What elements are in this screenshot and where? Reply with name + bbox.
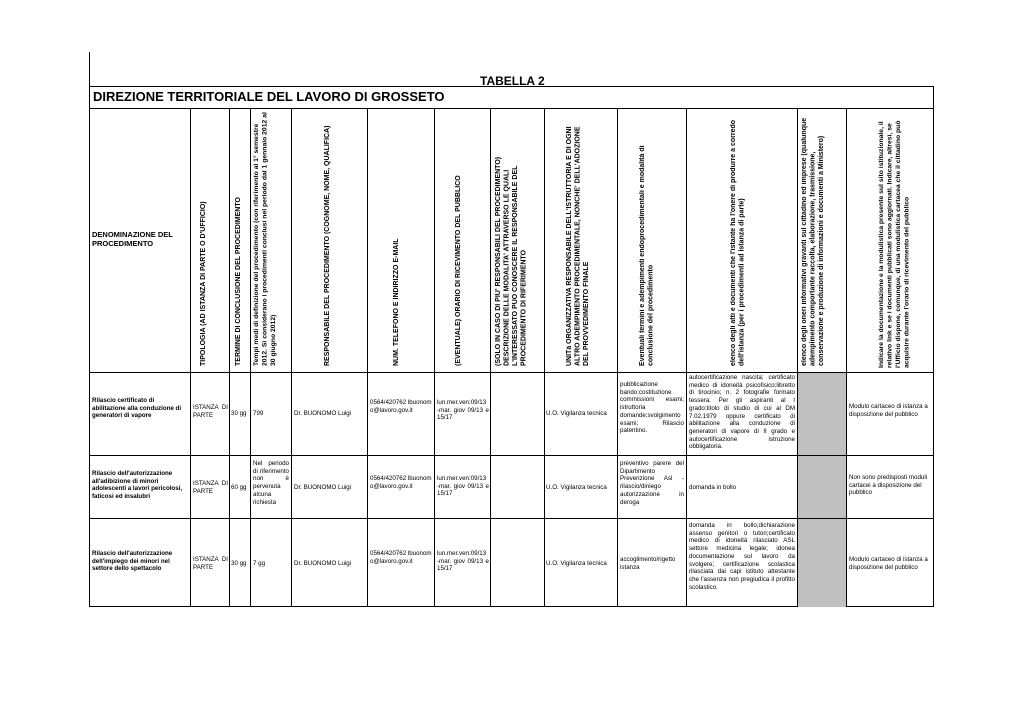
row1-termine: 30 gg bbox=[231, 410, 247, 417]
row3-atti: domanda in bollo;dichiarazione assenso genitori o tutori;certificato medico di idoneità rilasciato ASL settore medicina legale; idonea documentazione sul lavoro da svolgere; certificazione scolastica rilasciata dai capi istituto attestante che l'assenza non pregiudica il profitto scolastico. bbox=[689, 522, 795, 591]
row2-tempi: Nel periodo di riferimento non è pervenuta alcuna richiesta bbox=[253, 460, 289, 506]
header-termine: TERMINE DI CONCLUSIONE DEL PROCEDIMENTO bbox=[235, 197, 242, 366]
row2-orario: lun.mer.ven:09/13 -mar. giov 09/13 e 15/17 bbox=[437, 475, 489, 498]
column-divider bbox=[544, 108, 545, 607]
row1-responsabile: Dr. BUONOMO Luigi bbox=[294, 410, 352, 417]
column-divider bbox=[686, 108, 687, 607]
row2-tipologia: ISTANZA DI PARTE bbox=[193, 480, 228, 495]
page-title: DIREZIONE TERRITORIALE DEL LAVORO DI GROSSETO bbox=[93, 89, 445, 104]
shaded-cell bbox=[798, 373, 846, 607]
row2-eventuali: preventivo parere del Dipartimento Prevenzione Asl - rilascio/diniego autorizzazione in deroga bbox=[620, 460, 684, 506]
header-elenco-atti: elenco degli atti e documenti che l'istante ha l'onere di produrre a corredo dell'istanza (per i procedimenti ad istanza di parte) bbox=[730, 119, 746, 366]
column-divider bbox=[229, 108, 230, 607]
row1-tempi: 799 bbox=[253, 410, 264, 417]
header-responsabile: RESPONSABILE DEL PROCEDIMENTO (COGNOME, NOME, QUALIFICA) bbox=[324, 125, 331, 366]
row2-responsabile: Dr. BUONOMO Luigi bbox=[294, 484, 352, 491]
column-divider bbox=[434, 108, 435, 607]
row1-orario: lun.mer.ven:09/13 -mar. giov 09/13 e 15/17 bbox=[437, 399, 489, 422]
row-divider bbox=[797, 518, 847, 519]
row1-telefono: 0564/420762 lbuonomo@lavoro.gov.it bbox=[370, 399, 432, 414]
row-divider bbox=[797, 455, 847, 456]
row3-termine: 30 gg bbox=[231, 560, 247, 567]
row1-tipologia: ISTANZA DI PARTE bbox=[193, 404, 228, 419]
row3-telefono: 0564/420762 lbuonomo@lavoro.gov.it bbox=[370, 550, 432, 565]
column-divider bbox=[291, 108, 292, 607]
column-divider bbox=[490, 108, 491, 607]
header-denominazione: DENOMINAZIONE DEL PROCEDIMENTO bbox=[92, 230, 173, 248]
header-tempi-medi: Tempi medi di definizione del procedimento (con riferimento al 1° semestre 2012. Si considerano i procedimenti conclusi nel periodo dal 1 gennaio 2012 al 30 giugno 2012) bbox=[253, 112, 277, 366]
column-divider bbox=[367, 108, 368, 607]
column-divider bbox=[846, 372, 847, 607]
column-divider bbox=[250, 108, 251, 607]
row3-indicare: Modulo cartaceo di istanza a disposizione del pubblico bbox=[849, 556, 928, 571]
row3-unita: U.O. Vigilanza tecnica bbox=[546, 560, 607, 567]
header-telefono: NUM. TELEFONO E INDIRIZZO E-MAIL bbox=[393, 238, 400, 366]
row3-tempi: 7 gg bbox=[253, 560, 266, 567]
column-divider bbox=[190, 108, 191, 607]
column-divider bbox=[617, 108, 618, 607]
row2-telefono: 0564/420762 lbuonomo@lavoro.gov.it bbox=[370, 475, 432, 490]
header-solo-in-caso: (SOLO IN CASO DI PIU' RESPONSABILI DEL PROCEDIMENTO) DESCRIZIONE DELLE MODALITA' ATTRAVERSO LE QUALI L'INTERESSATO PUO CONOSCERE IL RESPONSABILE DEL PROCEDIMENTO DI RIFERIMENTO bbox=[495, 156, 528, 366]
header-orario: (EVENTUALE) ORARIO DI RICEVIMENTO DEL PUBBLICO bbox=[455, 175, 462, 366]
row2-unita: U.O. Vigilanza tecnica bbox=[546, 484, 607, 491]
title-divider bbox=[89, 108, 934, 109]
row1-indicare: Modulo cartaceo di istanza a disposizione del pubblico bbox=[849, 403, 928, 418]
table-label: TABELLA 2 bbox=[480, 74, 545, 88]
header-tipologia: TIPOLOGIA (AD ISTANZA DI PARTE O D'UFFICIO) bbox=[200, 201, 207, 366]
page-edge-line bbox=[89, 52, 90, 86]
row2-atti: domanda in bollo bbox=[689, 484, 737, 491]
header-unita: UNITà ORGANIZZATIVA RESPONSABILE DELL'ISTRUTTORIA E DI OGNI ALTRO ADEMPIMENTO PROCEDIMENTALE, NONCHE' DELL'ADOZIONE DEL PROVVEDIMENTO FINALE bbox=[566, 126, 590, 366]
row3-orario: lun.mer.ven:09/13 -mar. giov 09/13 e 15/17 bbox=[437, 550, 489, 573]
header-indicare: Indicare la documentazione e la modulistica presente sul sito istituzionale, il relativo link e se i documenti pubblicati sono aggiornati. Indicare, altresì, se l'Ufficio dispone, comunque, di una modulistica cartacea che il cittadino può acquisire durante l'orario di ricevimento del pubblico bbox=[878, 120, 911, 368]
row1-denominazione: Rilascio certificato di abilitazione alla conduzione di generatori di vapore bbox=[92, 397, 182, 420]
header-elenco-oneri: elenco degli oneri informativi gravanti sul cittadino ed imprese (qualunque adempimento comportante raccolta, elaborazione, trasmissione, conservazione e produzione di informazioni e documenti a Ministero) bbox=[801, 117, 825, 366]
row1-unita: U.O. Vigilanza tecnica bbox=[546, 410, 607, 417]
row3-responsabile: Dr. BUONOMO Luigi bbox=[294, 560, 352, 567]
row3-tipologia: ISTANZA DI PARTE bbox=[193, 556, 228, 571]
header-eventuali: Eventuali termini e adempimenti endoprocedimentali e modalità di conclusione del procedimento bbox=[639, 145, 655, 366]
row2-indicare: Non sono predisposti moduli cartacei a disposizione del pubblico bbox=[849, 474, 928, 497]
column-divider bbox=[797, 372, 798, 607]
row2-denominazione: Rilascio dell'autorizzazione all'adibizione di minori adolescenti a lavori pericolosi, faticosi ed insalubri bbox=[92, 470, 183, 501]
row2-termine: 60 gg bbox=[231, 484, 247, 491]
row1-eventuali: pubblicazione bando;costituzione commissioni esami; istruttoria domande;svolgimento esami; Rilascio patentino. bbox=[620, 381, 684, 435]
row3-denominazione: Rilascio dell'autorizzazione dell'impiego dei minori nel settore dello spettacolo bbox=[92, 550, 173, 573]
row1-atti: autocertificazione nascita; certificato medico di idoneità psicofisico;libretto di tirocinio; n. 2 fotografie formato tessera. Per gli aspiranti al I grado:titolo di studio di cui al DM 7.02.1979 oppure certificato di abilitazione alla conduzione di generatori di vapore di II grado e autocertificazione istruzione obbligatoria. bbox=[689, 374, 795, 451]
row3-eventuali: accoglimento/rigetto istanza bbox=[620, 556, 676, 571]
